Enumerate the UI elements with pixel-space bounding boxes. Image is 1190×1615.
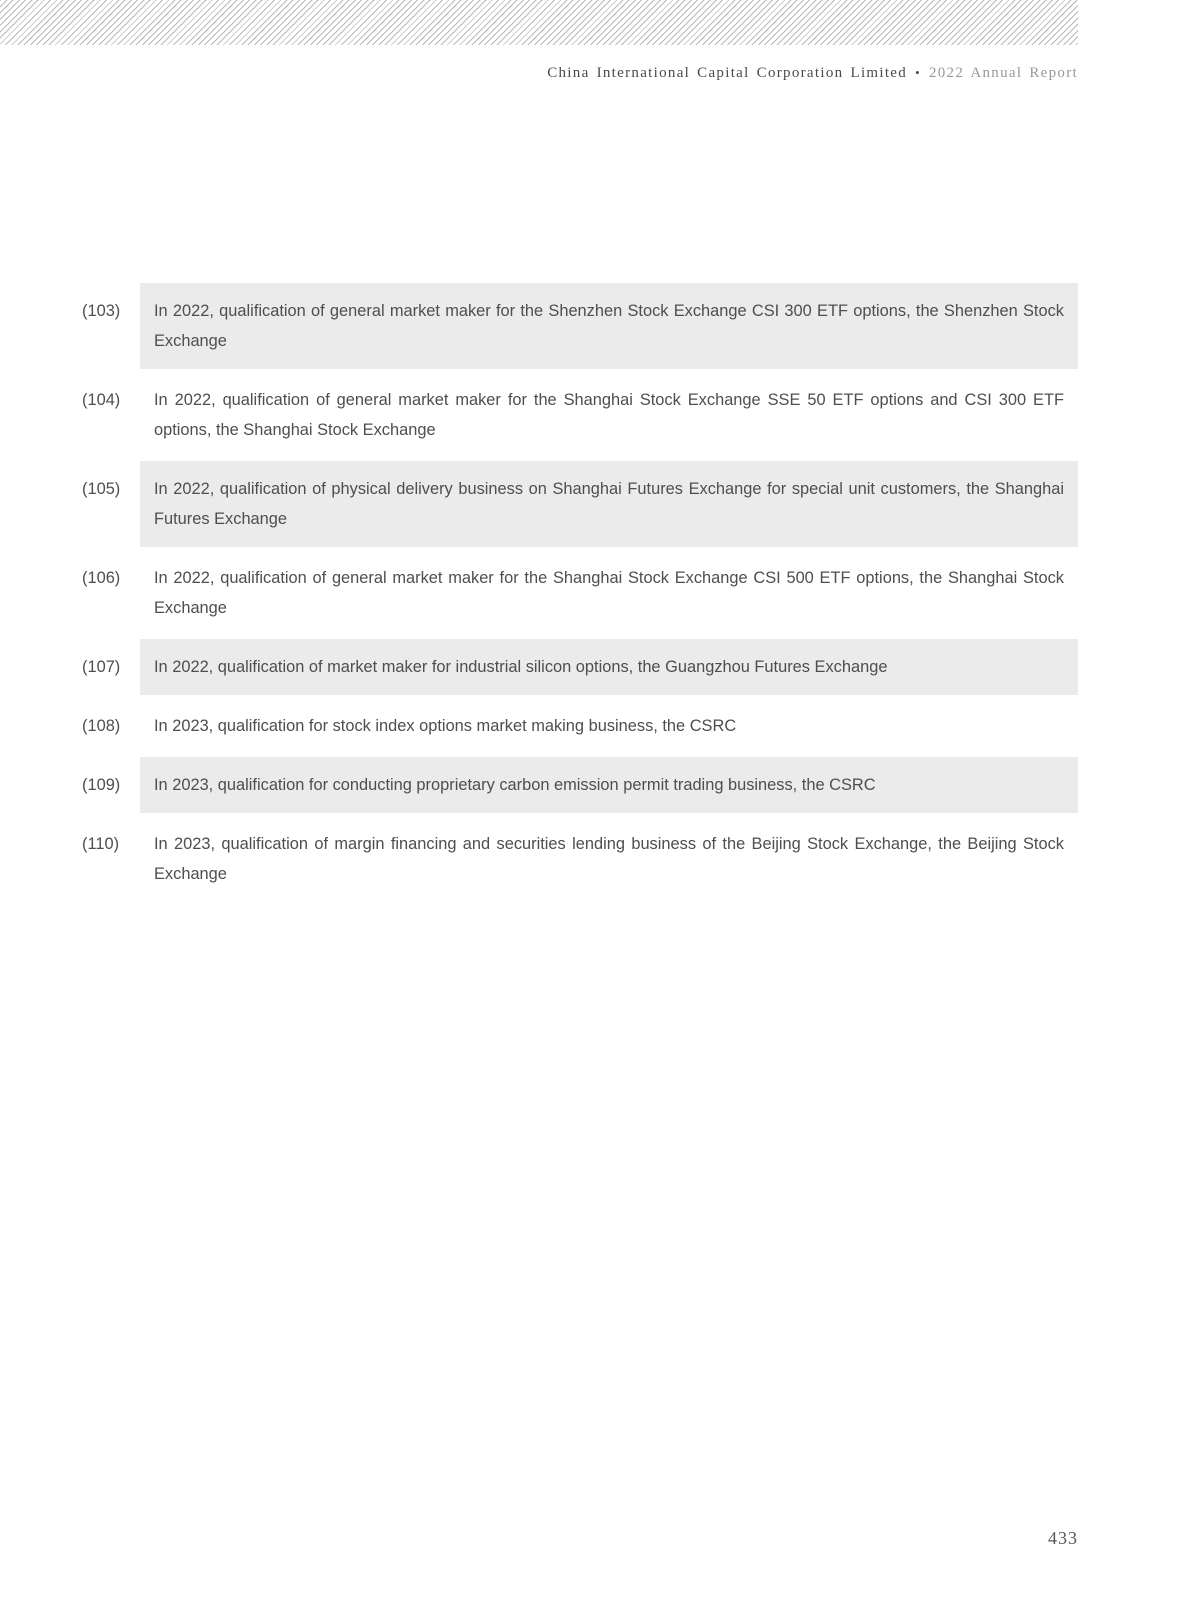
page-number: 433 [1048, 1528, 1078, 1548]
diagonal-hatch-pattern [0, 0, 1078, 45]
list-item [82, 639, 1078, 695]
list-item [82, 563, 1078, 623]
bullet-separator: • [915, 65, 921, 80]
list-item [82, 829, 1078, 889]
item-text: In 2023, qualification of margin financing and securities lending business of the Beijing Stock Exchange, the Beijing Stock Exchange [154, 835, 1064, 883]
item-text: In 2022, qualification of general market maker for the Shanghai Stock Exchange SSE 50 ETF options and CSI 300 ETF options, the Shanghai Stock Exchange [154, 391, 1064, 439]
list-item [82, 385, 1078, 445]
list-item [82, 283, 1078, 369]
item-text: In 2023, qualification for conducting proprietary carbon emission permit trading business, the CSRC [140, 757, 1078, 813]
list-item [82, 711, 1078, 741]
item-number: (106) [82, 569, 121, 587]
company-name: China International Capital Corporation Limited [547, 65, 908, 81]
running-header [0, 62, 1078, 84]
qualification-list [82, 283, 1078, 905]
list-item [82, 757, 1078, 813]
list-item [82, 461, 1078, 547]
item-text: In 2022, qualification of general market maker for the Shanghai Stock Exchange CSI 500 ETF options, the Shanghai Stock Exchange [154, 569, 1064, 617]
report-title: 2022 Annual Report [928, 65, 1078, 81]
item-number: (109) [82, 776, 121, 794]
item-text: In 2022, qualification of general market maker for the Shenzhen Stock Exchange CSI 300 ETF options, the Shenzhen Stock Exchange [140, 283, 1078, 369]
item-text: In 2022, qualification of market maker for industrial silicon options, the Guangzhou Futures Exchange [140, 639, 1078, 695]
item-text: In 2022, qualification of physical delivery business on Shanghai Futures Exchange for special unit customers, the Shanghai Futures Exchange [140, 461, 1078, 547]
item-number: (103) [82, 302, 121, 320]
item-number: (110) [82, 835, 120, 853]
item-number: (104) [82, 391, 121, 409]
item-number: (105) [82, 480, 121, 498]
item-number: (107) [82, 658, 121, 676]
item-text: In 2023, qualification for stock index options market making business, the CSRC [154, 717, 737, 735]
item-number: (108) [82, 717, 121, 735]
